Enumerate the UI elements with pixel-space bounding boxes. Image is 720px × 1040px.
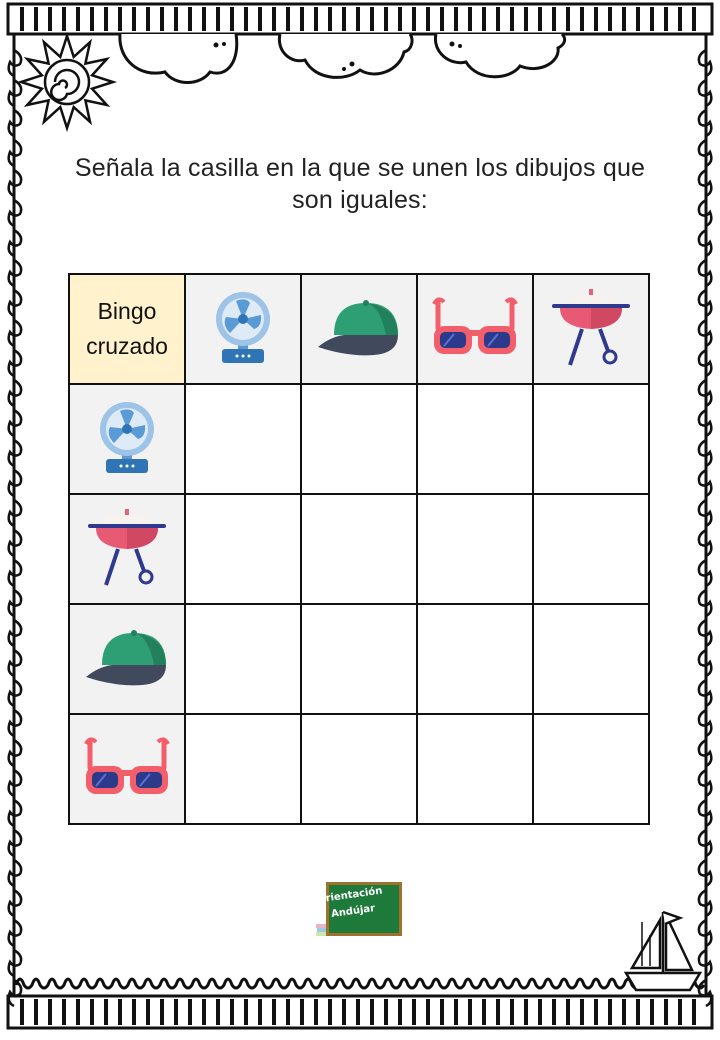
grill-icon (70, 507, 184, 591)
answer-cell[interactable] (417, 494, 533, 604)
row-header-sunglasses (69, 714, 185, 824)
answer-cell[interactable] (301, 384, 417, 494)
column-header-sunglasses (417, 274, 533, 384)
answer-cell[interactable] (185, 604, 301, 714)
answer-cell[interactable] (533, 384, 649, 494)
answer-cell[interactable] (417, 714, 533, 824)
answer-cell[interactable] (417, 384, 533, 494)
boat-icon (626, 912, 700, 990)
bingo-grid (68, 273, 650, 825)
row-header-grill (69, 494, 185, 604)
logo-text-line1: Orientación (316, 885, 384, 906)
orientacion-andujar-logo (315, 880, 405, 940)
cap-icon (302, 297, 416, 361)
row-header-cap (69, 604, 185, 714)
row-header-fan (69, 384, 185, 494)
answer-cell[interactable] (533, 714, 649, 824)
column-header-cap (301, 274, 417, 384)
corner-label-cell (69, 274, 185, 384)
answer-cell[interactable] (185, 494, 301, 604)
answer-cell[interactable] (301, 494, 417, 604)
sun-icon (21, 36, 113, 128)
answer-cell[interactable] (533, 494, 649, 604)
logo-text-line2: Andújar (330, 902, 376, 921)
grill-icon (534, 287, 648, 371)
column-header-fan (185, 274, 301, 384)
sunglasses-icon (418, 294, 532, 364)
answer-cell[interactable] (185, 384, 301, 494)
sunglasses-icon (70, 734, 184, 804)
instruction-text: Señala la casilla en la que se unen los dibujos que son iguales: (74, 154, 646, 214)
answer-cell[interactable] (301, 604, 417, 714)
answer-cell[interactable] (301, 714, 417, 824)
answer-cell[interactable] (533, 604, 649, 714)
corner-label-line2: cruzado (86, 333, 168, 359)
fan-icon (70, 399, 184, 479)
cap-icon (70, 627, 184, 691)
answer-cell[interactable] (185, 714, 301, 824)
corner-label-line1: Bingo (97, 298, 157, 324)
answer-cell[interactable] (417, 604, 533, 714)
column-header-grill (533, 274, 649, 384)
fan-icon (186, 289, 300, 369)
cloud-icon (120, 34, 565, 83)
